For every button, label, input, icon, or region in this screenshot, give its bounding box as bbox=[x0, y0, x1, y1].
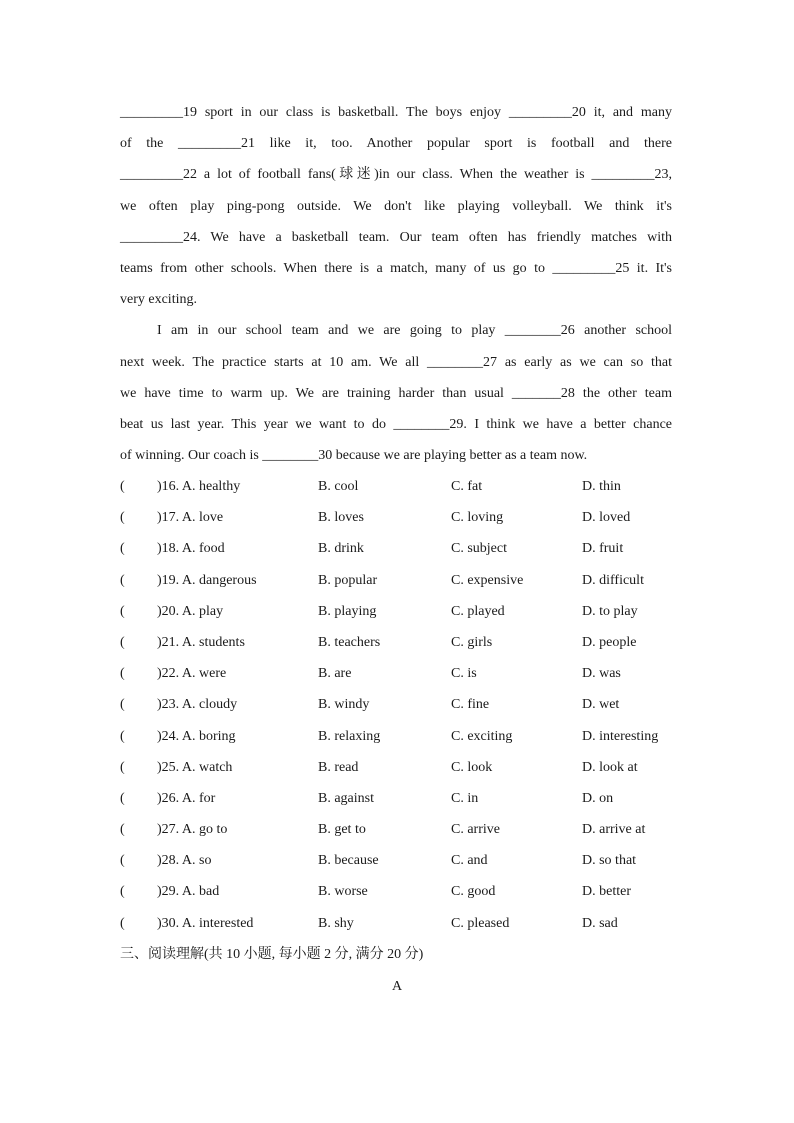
option-a: )20. A. play bbox=[157, 603, 224, 619]
option-d: D. people bbox=[582, 634, 637, 650]
option-c: C. pleased bbox=[451, 915, 510, 931]
option-c: C. loving bbox=[451, 510, 504, 526]
option-d: D. sad bbox=[582, 915, 618, 931]
option-a: )29. A. bad bbox=[157, 884, 220, 900]
option-c: C. and bbox=[451, 853, 488, 869]
answer-paren: ( bbox=[120, 853, 125, 869]
option-a: )21. A. students bbox=[157, 634, 245, 650]
question-row bbox=[120, 721, 680, 752]
answer-paren: ( bbox=[120, 697, 125, 713]
option-b: B. popular bbox=[318, 572, 378, 588]
answer-paren: ( bbox=[120, 603, 125, 619]
option-d: D. was bbox=[582, 666, 621, 682]
option-c: C. is bbox=[451, 666, 477, 682]
answer-paren: ( bbox=[120, 790, 125, 806]
option-d: D. on bbox=[582, 790, 614, 806]
answer-paren: ( bbox=[120, 728, 125, 744]
passage-line: we have time to warm up. We are training harder than usual _______28 the other team bbox=[120, 385, 672, 401]
option-c: C. in bbox=[451, 790, 479, 806]
question-row bbox=[120, 752, 680, 783]
option-d: D. wet bbox=[582, 697, 620, 713]
question-row bbox=[120, 876, 680, 907]
answer-paren: ( bbox=[120, 884, 125, 900]
answer-paren: ( bbox=[120, 915, 125, 931]
option-a: )30. A. interested bbox=[157, 915, 254, 931]
passage-line: teams from other schools. When there is a match, many of us go to _________25 it. It's bbox=[120, 260, 672, 276]
answer-paren: ( bbox=[120, 666, 125, 682]
option-c: C. played bbox=[451, 603, 505, 619]
passage-paragraph-2 bbox=[120, 315, 672, 471]
option-c: C. expensive bbox=[451, 572, 524, 588]
option-c: C. subject bbox=[451, 541, 507, 557]
answer-paren: ( bbox=[120, 479, 125, 494]
option-a: )18. A. food bbox=[157, 541, 225, 557]
option-c: C. fine bbox=[451, 697, 490, 713]
question-options-list bbox=[120, 471, 680, 939]
question-row bbox=[120, 502, 680, 533]
option-c: C. girls bbox=[451, 634, 493, 650]
answer-paren: ( bbox=[120, 510, 125, 526]
passage-line: of the _________21 like it, too. Another popular sport is football and there bbox=[120, 136, 672, 152]
passage-line: _________19 sport in our class is basketball. The boys enjoy _________20 it, and many bbox=[120, 105, 672, 120]
answer-paren: ( bbox=[120, 759, 125, 775]
option-d: D. better bbox=[582, 884, 631, 900]
option-b: B. against bbox=[318, 790, 374, 806]
option-d: D. fruit bbox=[582, 541, 624, 557]
passage-line: _________24. We have a basketball team. Our team often has friendly matches with bbox=[120, 229, 672, 245]
option-b: B. drink bbox=[318, 541, 364, 557]
question-row bbox=[120, 845, 680, 876]
option-a: )16. A. healthy bbox=[157, 479, 241, 494]
option-a: )24. A. boring bbox=[157, 728, 236, 744]
option-c: C. exciting bbox=[451, 728, 513, 744]
option-d: D. arrive at bbox=[582, 822, 646, 838]
option-c: C. good bbox=[451, 884, 496, 900]
option-c: C. arrive bbox=[451, 822, 500, 838]
option-a: )25. A. watch bbox=[157, 759, 233, 775]
passage-line: of winning. Our coach is ________30 because we are playing better as a team now. bbox=[120, 448, 588, 464]
option-d: D. look at bbox=[582, 759, 638, 775]
passage-paragraph-1 bbox=[120, 97, 672, 315]
option-b: B. cool bbox=[318, 479, 359, 494]
passage-line: I am in our school team and we are going to play ________26 another school bbox=[157, 323, 672, 339]
option-b: B. relaxing bbox=[318, 728, 381, 744]
option-a: )17. A. love bbox=[157, 510, 224, 526]
option-d: D. interesting bbox=[582, 728, 659, 744]
option-d: D. difficult bbox=[582, 572, 644, 588]
option-a: )27. A. go to bbox=[157, 822, 228, 838]
option-b: B. because bbox=[318, 853, 379, 869]
question-row bbox=[120, 533, 680, 564]
section-part-label: A bbox=[391, 979, 403, 994]
section-heading: 三、阅读理解(共 10 小题, 每小题 2 分, 满分 20 分) bbox=[120, 947, 424, 962]
option-d: D. to play bbox=[582, 603, 638, 619]
option-b: B. windy bbox=[318, 697, 370, 713]
option-d: D. so that bbox=[582, 853, 637, 869]
answer-paren: ( bbox=[120, 822, 125, 838]
option-b: B. read bbox=[318, 759, 359, 775]
passage-line: very exciting. bbox=[120, 292, 197, 308]
option-b: B. teachers bbox=[318, 634, 381, 650]
question-row bbox=[120, 908, 680, 939]
question-row bbox=[120, 627, 680, 658]
passage-line: beat us last year. This year we want to do ________29. I think we have a better chance bbox=[120, 416, 672, 432]
option-c: C. fat bbox=[451, 479, 483, 494]
option-b: B. loves bbox=[318, 510, 364, 526]
option-a: )28. A. so bbox=[157, 853, 212, 869]
question-row bbox=[120, 565, 680, 596]
question-row bbox=[120, 783, 680, 814]
option-b: B. playing bbox=[318, 603, 377, 619]
passage-line: we often play ping-pong outside. We don't like playing volleyball. We think it's bbox=[120, 198, 672, 214]
option-d: D. thin bbox=[582, 479, 621, 494]
option-a: )19. A. dangerous bbox=[157, 572, 257, 588]
option-d: D. loved bbox=[582, 510, 631, 526]
question-row bbox=[120, 658, 680, 689]
passage-line: _________22 a lot of football fans(球迷)in our class. When the weather is _________23, bbox=[120, 167, 672, 183]
answer-paren: ( bbox=[120, 572, 125, 588]
question-row bbox=[120, 596, 680, 627]
answer-paren: ( bbox=[120, 634, 125, 650]
passage-line: next week. The practice starts at 10 am. We all ________27 as early as we can so that bbox=[120, 354, 672, 370]
option-c: C. look bbox=[451, 759, 493, 775]
option-a: )23. A. cloudy bbox=[157, 697, 238, 713]
question-row bbox=[120, 689, 680, 720]
question-row bbox=[120, 814, 680, 845]
option-b: B. shy bbox=[318, 915, 354, 931]
option-b: B. are bbox=[318, 666, 352, 682]
option-a: )22. A. were bbox=[157, 666, 227, 682]
option-b: B. get to bbox=[318, 822, 366, 838]
answer-paren: ( bbox=[120, 541, 125, 557]
option-a: )26. A. for bbox=[157, 790, 216, 806]
option-b: B. worse bbox=[318, 884, 368, 900]
question-row bbox=[120, 471, 680, 502]
